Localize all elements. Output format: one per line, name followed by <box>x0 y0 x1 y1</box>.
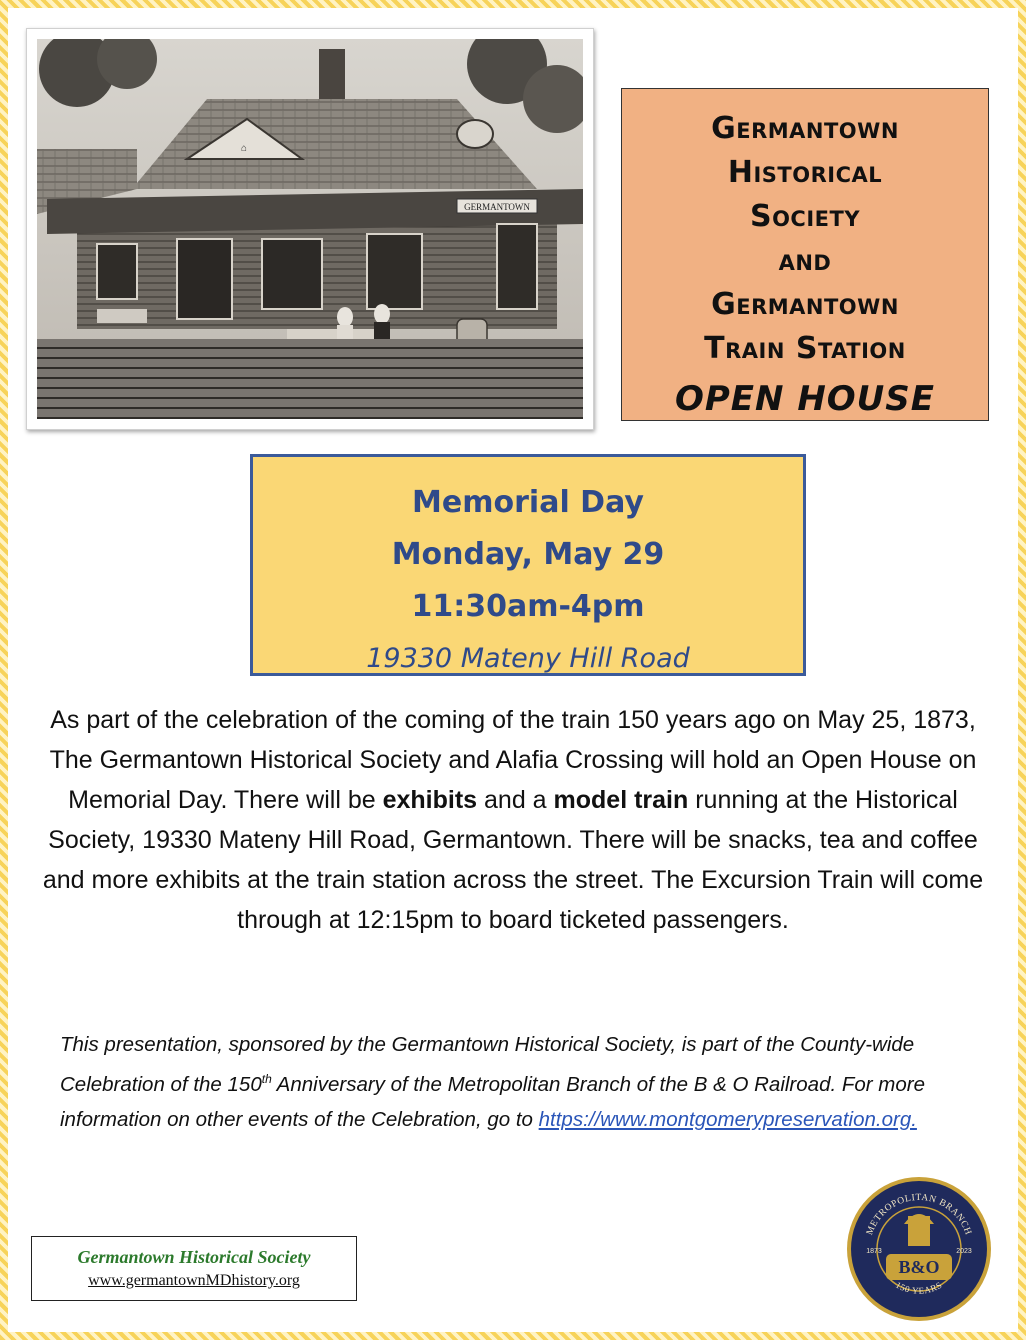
title-line: Society <box>749 199 861 234</box>
train-station-photo <box>37 39 583 419</box>
event-date: Monday, May 29 <box>391 537 665 572</box>
society-url-link[interactable]: www.germantownMDhistory.org <box>88 1272 300 1289</box>
seal-arc-top: METROPOLITAN BRANCH <box>865 1192 973 1237</box>
description-text: As part of the celebration of the coming of the train 150 years ago on May 25, 1873, The Germantown Historical Society and Alafia Crossing will hold an Open House on Memorial Day. There will be <box>49 706 977 814</box>
svg-text:⌂: ⌂ <box>240 143 248 154</box>
title-line: and <box>778 243 832 278</box>
event-time: 11:30am-4pm <box>411 589 645 624</box>
seal-arc-bottom: 150 YEARS <box>894 1279 944 1296</box>
description-bold-exhibits: exhibits <box>382 786 478 814</box>
preservation-link[interactable]: https://www.montgomerypreservation.org. <box>538 1107 917 1131</box>
event-address: 19330 Mateny Hill Road <box>366 643 690 674</box>
event-day: Memorial Day <box>412 485 644 520</box>
description-text: and a <box>477 786 554 814</box>
description-text: running at the Historical Society, 19330 Mateny Hill Road, Germantown. There will be snacks, tea and coffee and more exhibits at the train station across the street. The Excursion Train will come through at 12:15pm to board ticketed passengers. <box>42 786 984 934</box>
description-bold-model-train: model train <box>553 786 689 814</box>
title-line: Historical <box>727 155 883 190</box>
event-description <box>40 700 986 940</box>
sponsor-text: Anniversary of the Metropolitan Branch of the B & O Railroad. For more information on other events of the Celebration, go to <box>60 1072 926 1131</box>
sponsor-text: This presentation, sponsored by the Germantown Historical Society, is part of the County-wide Celebration of the 150 <box>60 1033 915 1096</box>
station-photo-frame <box>26 28 594 430</box>
society-footer-box <box>31 1236 357 1301</box>
station-sign: GERMANTOWN <box>464 202 530 212</box>
title-line: Germantown <box>711 111 899 146</box>
seal-year-left: 1873 <box>866 1248 882 1255</box>
title-line: Train Station <box>704 331 906 366</box>
seal-year-right: 2023 <box>956 1248 972 1255</box>
metropolitan-branch-seal <box>846 1176 992 1322</box>
society-name: Germantown Historical Society <box>77 1247 311 1267</box>
sponsor-paragraph <box>60 1027 960 1137</box>
seal-center-text: B&O <box>898 1257 940 1277</box>
open-house-heading: OPEN HOUSE <box>674 379 936 419</box>
sponsor-superscript: th <box>261 1072 272 1086</box>
title-line: Germantown <box>711 287 899 322</box>
event-details-box <box>250 454 806 676</box>
title-box <box>621 88 989 421</box>
